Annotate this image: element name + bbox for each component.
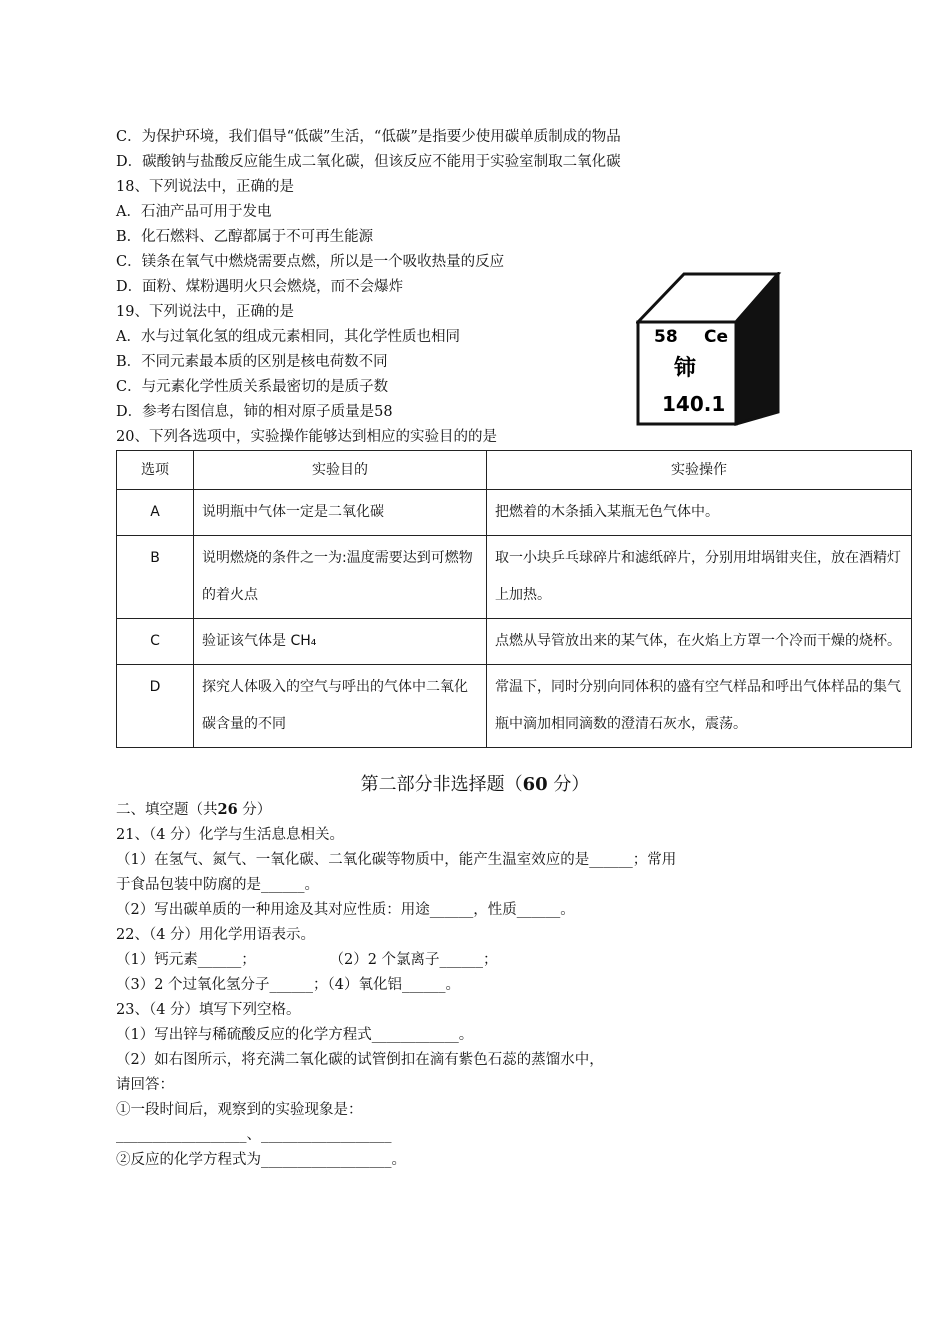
q21-part2: （2）写出碳单质的一种用途及其对应性质：用途______，性质______。 — [116, 902, 575, 918]
cerium-element-card-figure — [636, 272, 786, 432]
q23-stem: 23、（4 分）填写下列空格。 — [116, 1002, 301, 1018]
q18-option-c: C．镁条在氧气中燃烧需要点燃，所以是一个吸收热量的反应 — [116, 254, 505, 270]
element-number: 58 — [654, 327, 678, 347]
fill-section-title: 二、填空题（共26 分） — [116, 801, 272, 818]
table-row — [117, 536, 912, 619]
table-row — [117, 619, 912, 665]
row-goal: 探究人体吸入的空气与呼出的气体中二氧化碳含量的不同 — [194, 665, 487, 748]
table-header-row — [117, 451, 912, 490]
element-symbol: Ce — [704, 327, 729, 347]
q18-stem: 18、下列说法中，正确的是 — [116, 179, 294, 195]
element-mass: 140.1 — [662, 392, 726, 416]
q19-option-c: C．与元素化学性质关系最密切的是质子数 — [116, 379, 389, 395]
q19-stem: 19、下列说法中，正确的是 — [116, 304, 294, 320]
q23-please-answer: 请回答： — [116, 1077, 174, 1093]
row-operation: 把燃着的木条插入某瓶无色气体中。 — [487, 490, 912, 536]
row-goal: 说明瓶中气体一定是二氧化碳 — [194, 490, 487, 536]
q19-option-a: A．水与过氧化氢的组成元素相同，其化学性质也相同 — [116, 329, 460, 345]
table-row — [117, 490, 912, 536]
q21-part1-cont: 于食品包装中防腐的是______。 — [116, 877, 319, 893]
header-goal: 实验目的 — [194, 451, 487, 490]
section-heading: 第二部分非选择题（60 分） — [360, 774, 590, 795]
q17-option-c: C．为保护环境，我们倡导“低碳”生活，“低碳”是指要少使用碳单质制成的物品 — [116, 129, 621, 145]
header-operation: 实验操作 — [487, 451, 912, 490]
q18-option-d: D．面粉、煤粉遇明火只会燃烧，而不会爆炸 — [116, 279, 404, 295]
row-operation: 点燃从导管放出来的某气体，在火焰上方罩一个冷而干燥的烧杯。 — [487, 619, 912, 665]
q21-stem: 21、（4 分）化学与生活息息相关。 — [116, 827, 345, 843]
row-option: B — [117, 536, 194, 619]
q18-option-b: B．化石燃料、乙醇都属于不可再生能源 — [116, 229, 374, 245]
q23-part2: （2）如右图所示，将充满二氧化碳的试管倒扣在滴有紫色石蕊的蒸馏水中， — [116, 1052, 604, 1068]
q23-sub2: ②反应的化学方程式为__________________。 — [116, 1152, 406, 1168]
q23-part1: （1）写出锌与稀硫酸反应的化学方程式____________。 — [116, 1027, 474, 1043]
row-operation: 常温下，同时分别向同体积的盛有空气样品和呼出气体样品的集气瓶中滴加相同滴数的澄清石灰水，震荡。 — [487, 665, 912, 748]
q22-line1: （1）钙元素______； （2）2 个氯离子______； — [116, 952, 498, 968]
q22-line2: （3）2 个过氧化氢分子______；（4）氧化铝______。 — [116, 977, 461, 993]
q17-option-d: D．碳酸钠与盐酸反应能生成二氧化碳，但该反应不能用于实验室制取二氧化碳 — [116, 154, 621, 170]
q19-option-b: B．不同元素最本质的区别是核电荷数不同 — [116, 354, 388, 370]
row-goal: 验证该气体是 CH₄ — [194, 619, 487, 665]
experiment-table — [116, 450, 912, 748]
q23-sub1-blanks: __________________、__________________ — [116, 1127, 392, 1143]
q23-sub1: ①一段时间后，观察到的实验现象是： — [116, 1102, 363, 1118]
table-row — [117, 665, 912, 748]
header-option: 选项 — [117, 451, 194, 490]
q22-stem: 22、（4 分）用化学用语表示。 — [116, 927, 316, 943]
q21-part1: （1）在氢气、氮气、一氧化碳、二氧化碳等物质中，能产生温室效应的是______；常用 — [116, 852, 677, 868]
row-option: C — [117, 619, 194, 665]
q18-option-a: A．石油产品可用于发电 — [116, 204, 272, 220]
row-option: D — [117, 665, 194, 748]
row-option: A — [117, 490, 194, 536]
row-goal: 说明燃烧的条件之一为:温度需要达到可燃物的着火点 — [194, 536, 487, 619]
q20-stem: 20、下列各选项中，实验操作能够达到相应的实验目的的是 — [116, 429, 497, 445]
element-name: 铈 — [674, 356, 697, 381]
q19-option-d: D．参考右图信息，铈的相对原子质量是58 — [116, 404, 393, 420]
row-operation: 取一小块乒乓球碎片和滤纸碎片，分别用坩埚钳夹住，放在酒精灯上加热。 — [487, 536, 912, 619]
